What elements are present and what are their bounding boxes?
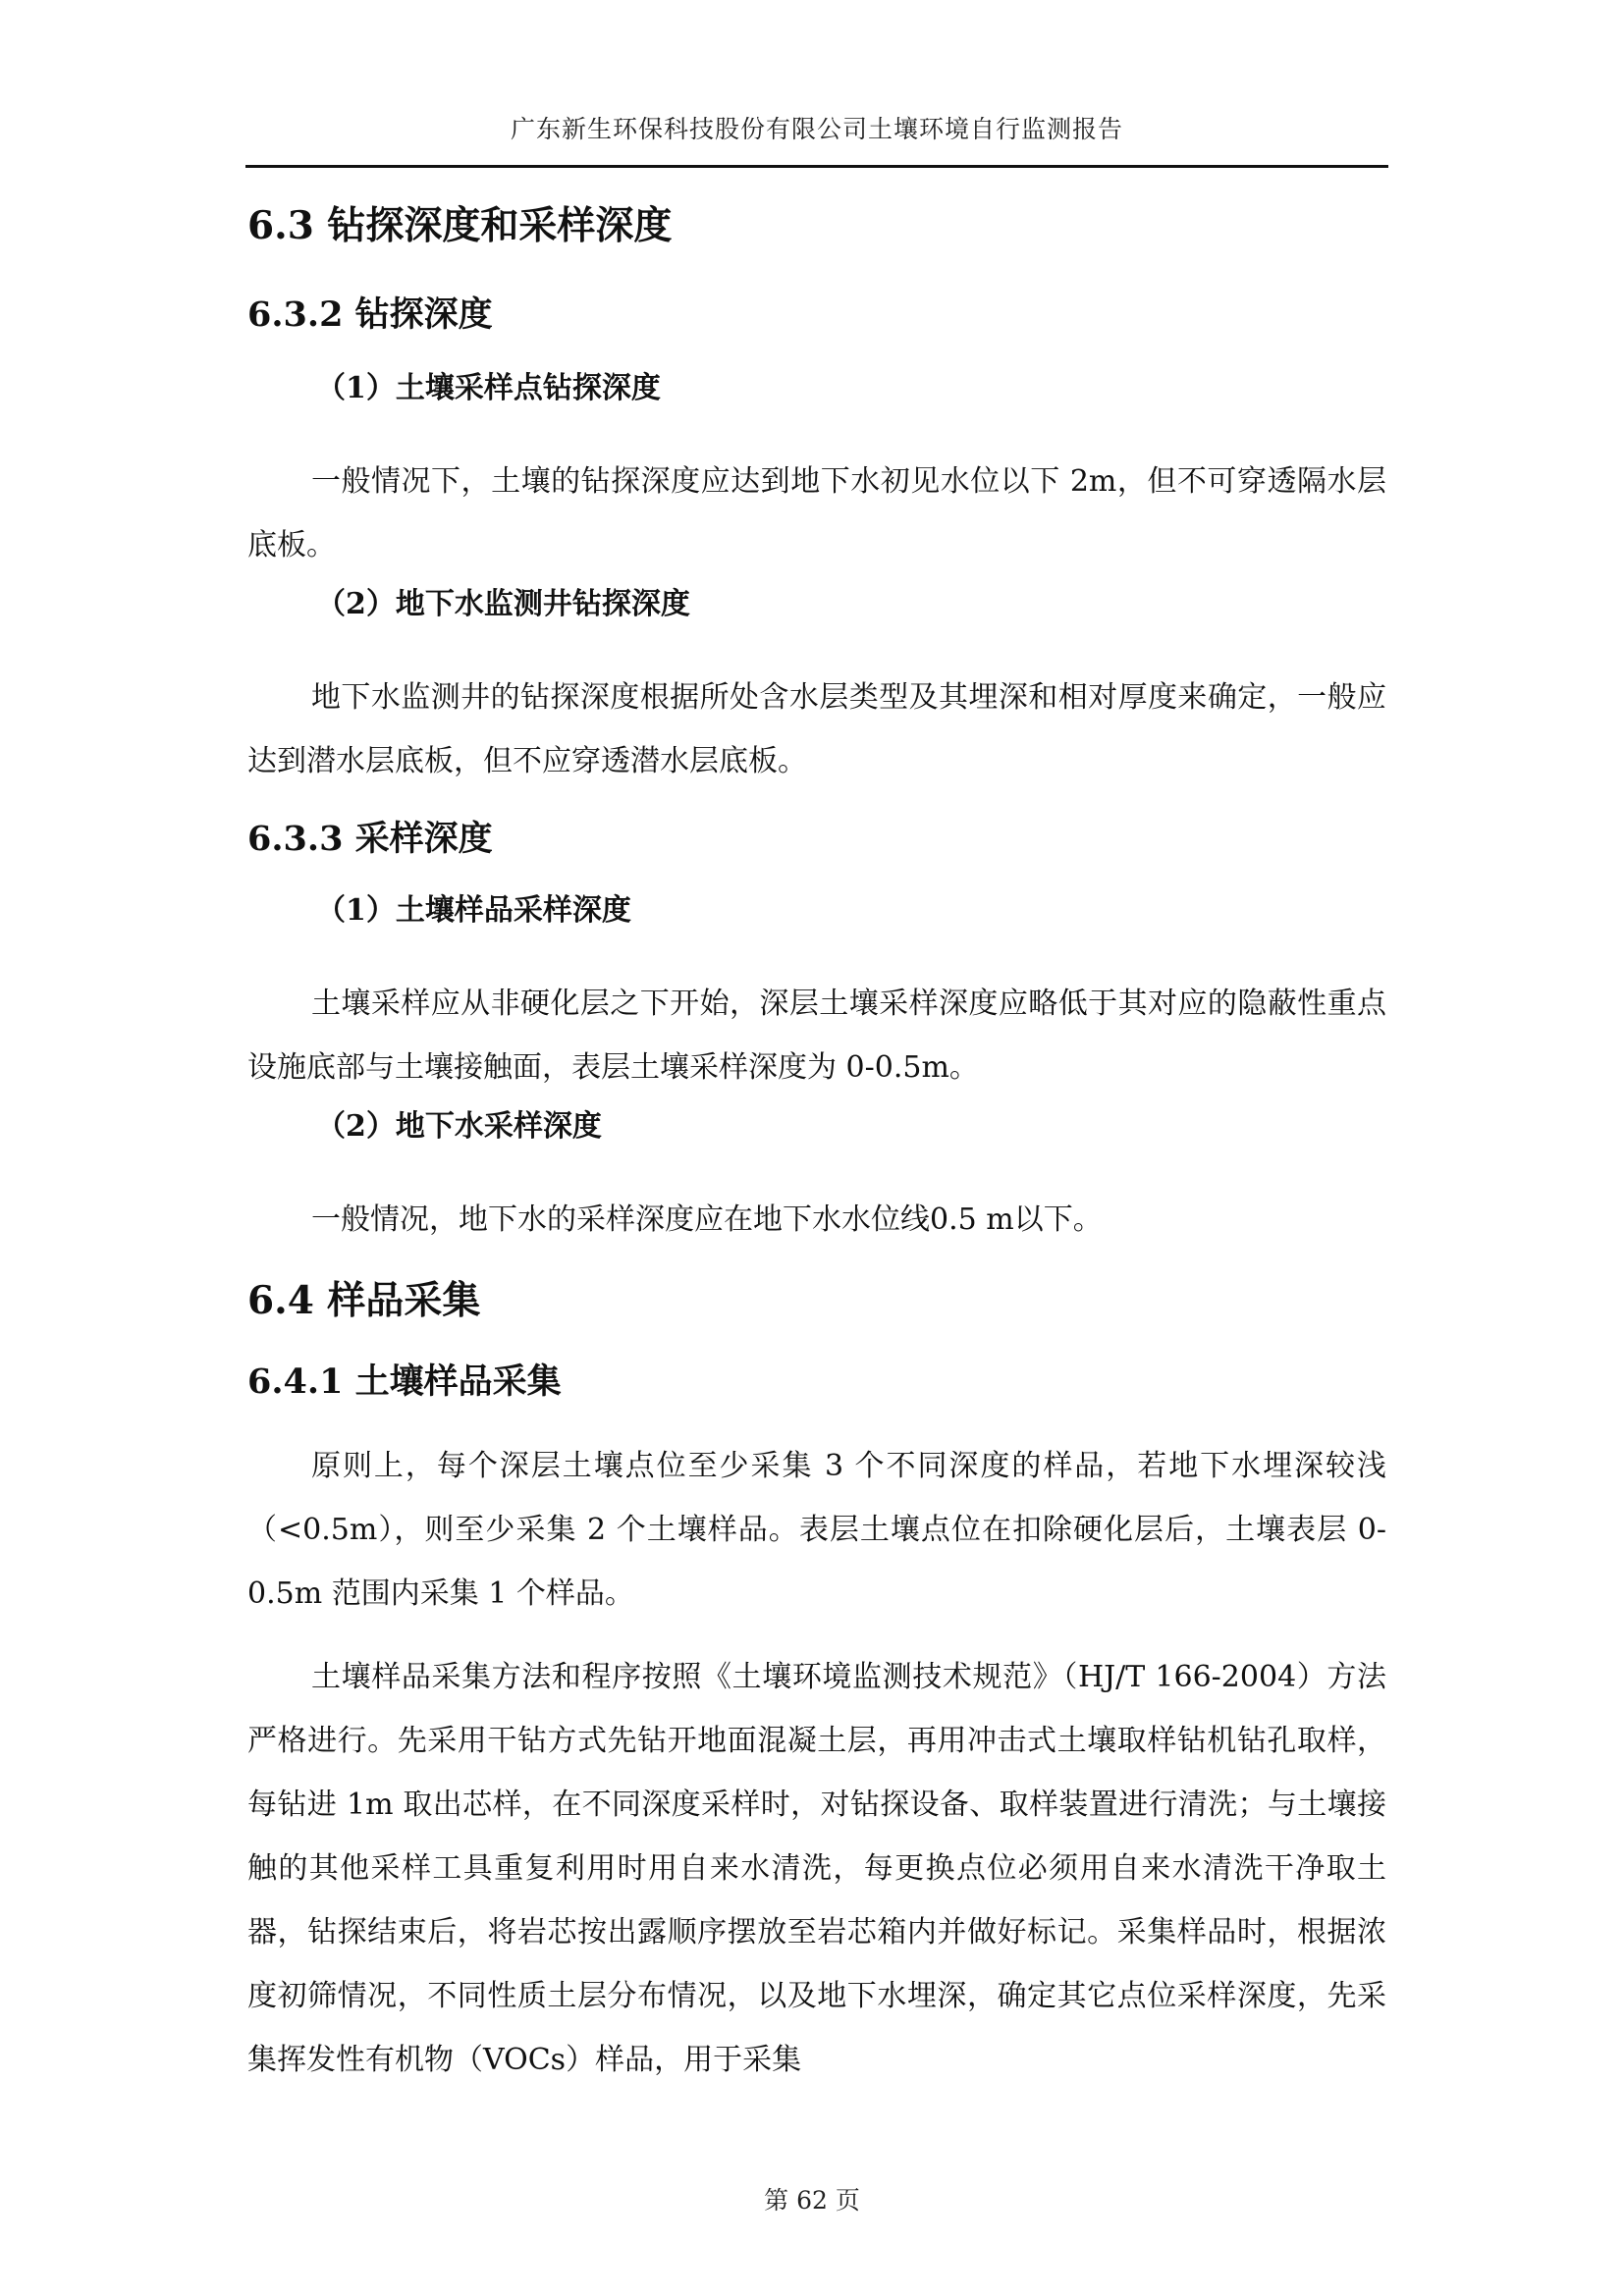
section-heading-6-4: 6.4 样品采集 — [247, 1277, 481, 1323]
item-heading-soil-drilling-depth: （1）土壤采样点钻探深度 — [316, 371, 661, 405]
document-body — [247, 196, 1386, 2092]
paragraph-groundwater-sampling-depth: 一般情况，地下水的采样深度应在地下水水位线0.5 m以下。 — [311, 1201, 1103, 1237]
page-header: 广东新生环保科技股份有限公司土壤环境自行监测报告 — [510, 115, 1123, 143]
section-heading-6-3: 6.3 钻探深度和采样深度 — [247, 203, 673, 248]
subsection-heading-6-3-2: 6.3.2 钻探深度 — [247, 294, 493, 335]
paragraph-soil-drilling-depth: 一般情况下，土壤的钻探深度应达到地下水初见水位以下 2m，但不可穿透隔水层底板。 — [247, 463, 1386, 562]
paragraph-well-drilling-depth: 地下水监测井的钻探深度根据所处含水层类型及其埋深和相对厚度来确定，一般应达到潜水层底板，但不应穿透潜水层底板。 — [247, 679, 1386, 778]
subsection-heading-6-3-3: 6.3.3 采样深度 — [247, 818, 493, 859]
subsection-heading-6-4-1: 6.4.1 土壤样品采集 — [247, 1361, 562, 1402]
paragraph-soil-sample-count: 原则上，每个深层土壤点位至少采集 3 个不同深度的样品，若地下水埋深较浅（<0.5m），则至少采集 2 个土壤样品。表层土壤点位在扣除硬化层后，土壤表层 0-0.5m 范围内采集 1 个样品。 — [247, 1448, 1386, 1611]
item-heading-groundwater-sampling-depth: （2）地下水采样深度 — [316, 1108, 602, 1144]
paragraph-soil-sampling-depth: 土壤采样应从非硬化层之下开始，深层土壤采样深度应略低于其对应的隐蔽性重点设施底部与土壤接触面，表层土壤采样深度为 0-0.5m。 — [247, 986, 1386, 1085]
page-number: 第 62 页 — [764, 2186, 860, 2215]
item-heading-well-drilling-depth: （2）地下水监测井钻探深度 — [316, 586, 690, 621]
item-heading-soil-sampling-depth: （1）土壤样品采样深度 — [316, 892, 631, 928]
header-divider — [245, 165, 1388, 168]
paragraph-soil-sampling-procedure: 土壤样品采集方法和程序按照《土壤环境监测技术规范》（HJ/T 166-2004）方法严格进行。先采用干钻方式先钻开地面混凝土层，再用冲击式土壤取样钻机钻孔取样，每钻进 1m 取出芯样，在不同深度采样时，对钻探设备、取样装置进行清洗；与土壤接触的其他采样工具重复利用时用自来水清洗，每更换点位必须用自来水清洗干净取土器，钻探结束后，将岩芯按出露顺序摆放至岩芯箱内并做好标记。采集样品时，根据浓度初筛情况，不同性质土层分布情况，以及地下水埋深，确定其它点位采样深度，先采集挥发性有机物（VOCs）样品，用于采集 — [247, 1659, 1386, 2077]
